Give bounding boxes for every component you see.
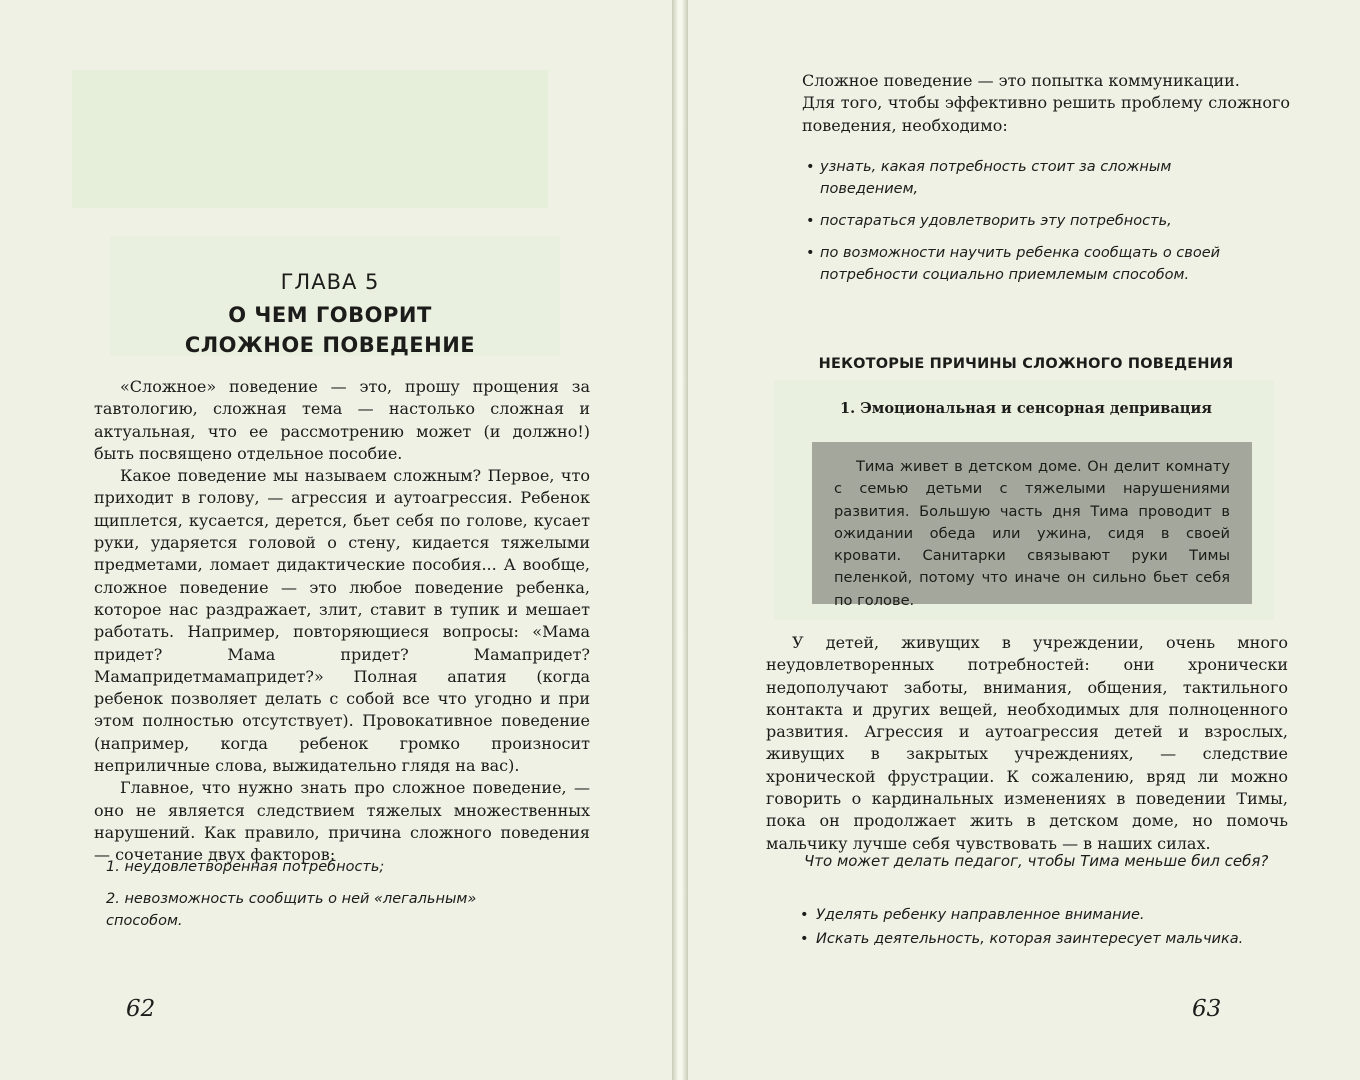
bullet-icon: • — [806, 213, 815, 229]
chapter-title — [100, 300, 560, 360]
subsection-title: 1. Эмоциональная и сенсорная депривация — [840, 400, 1212, 417]
list-item-text: узнать, какая потребность стоит за сложным поведением, — [820, 159, 1172, 197]
list-item — [800, 928, 1270, 950]
paragraph: Главное, что нужно знать про сложное поведение, — оно не является следствием тяжелых множественных нарушений. Как правило, причина сложного поведения — сочетание двух факторов: — [94, 778, 590, 865]
case-study-box — [812, 442, 1252, 609]
section-title: НЕКОТОРЫЕ ПРИЧИНЫ СЛОЖНОГО ПОВЕДЕНИЯ — [818, 356, 1234, 372]
paragraph: «Сложное» поведение — это, прошу прощения за тавтологию, сложная тема — настолько сложная и актуальная, что ее рассмотрению может (и должно!) быть посвящено отдельное пособие. — [94, 377, 590, 463]
list-item — [806, 210, 1266, 232]
list-item-text: по возможности научить ребенка сообщать о своей потребности социально приемлемым способом. — [820, 245, 1221, 283]
list-item — [806, 156, 1266, 200]
list-item — [806, 242, 1266, 286]
bullet-icon: • — [800, 907, 809, 923]
right-intro-text — [802, 70, 1290, 137]
left-body-text — [94, 376, 590, 867]
intro-line: Сложное поведение — это попытка коммуникации. — [802, 71, 1240, 90]
factors-list — [106, 856, 556, 942]
bullet-icon: • — [806, 245, 815, 261]
page-number-left: 62 — [126, 996, 156, 1022]
bullet-icon: • — [800, 931, 809, 947]
chapter-label: ГЛАВА 5 — [280, 270, 380, 294]
list-item: 2. невозможность сообщить о ней «легальным» способом. — [106, 891, 477, 929]
chapter-title-line: СЛОЖНОЕ ПОВЕДЕНИЕ — [184, 333, 476, 357]
case-study-text: Тима живет в детском доме. Он делит комнату с семью детьми с тяжелыми нарушениями развития. Большую часть дня Тима проводит в ожидании обеда или ужина, сидя в своей кровати. Санитарки связывают руки Тимы пеленкой, потому что иначе он сильно бьет себя по голове. — [834, 458, 1230, 609]
paragraph: У детей, живущих в учреждении, очень много неудовлетворенных потребностей: они хронически недополучают заботы, внимания, общения, тактильного контакта и других вещей, необходимых для полноценного развития. Агрессия и аутоагрессия детей и взрослых, живущих в закрытых учреждениях, — следствие хронической фрустрации. К сожалению, вряд ли можно говорить о кардинальных изменениях в поведении Тимы, пока он продолжает жить в детском доме, но помочь мальчику лучше себя чувствовать — в наших силах. — [766, 633, 1288, 853]
chapter-title-line: О ЧЕМ ГОВОРИТ — [228, 303, 432, 327]
list-item: 1. неудовлетворенная потребность; — [106, 859, 385, 875]
tips-list — [800, 904, 1270, 952]
list-item-text: Искать деятельность, которая заинтересует мальчика. — [816, 931, 1244, 947]
list-item-text: Уделять ребенку направленное внимание. — [816, 907, 1145, 923]
page-number-right: 63 — [1192, 996, 1222, 1022]
bleed-through-tint — [72, 70, 548, 208]
intro-line: Для того, чтобы эффективно решить проблему сложного поведения, необходимо: — [802, 93, 1290, 135]
right-body-text — [766, 632, 1288, 855]
bullet-icon: • — [806, 159, 815, 175]
book-gutter — [672, 0, 688, 1080]
paragraph: Какое поведение мы называем сложным? Первое, что приходит в голову, — агрессия и аутоагрессия. Ребенок щиплется, кусается, дерется, бьет себя по голове, кусает руки, ударяется головой о стену, кидается тяжелыми предметами, ломает дидактические пособия... А вообще, сложное поведение — это любое поведение ребенка, которое нас раздражает, злит, ставит в тупик и мешает работать. Например, повторяющиеся вопросы: «Мама придет? Мама придет? Мамапридет? Мамапридетмамапридет?» Полная апатия (когда ребенок позволяет делать с собой все что угодно и при этом полностью отсутствует). Провокативное поведение (например, когда ребенок громко произносит неприличные слова, выжидательно глядя на вас). — [94, 466, 590, 776]
list-item-text: постараться удовлетворить эту потребность, — [820, 213, 1172, 229]
question-text: Что может делать педагог, чтобы Тима меньше бил себя? — [804, 852, 1269, 870]
steps-list — [806, 156, 1266, 296]
list-item — [800, 904, 1270, 926]
